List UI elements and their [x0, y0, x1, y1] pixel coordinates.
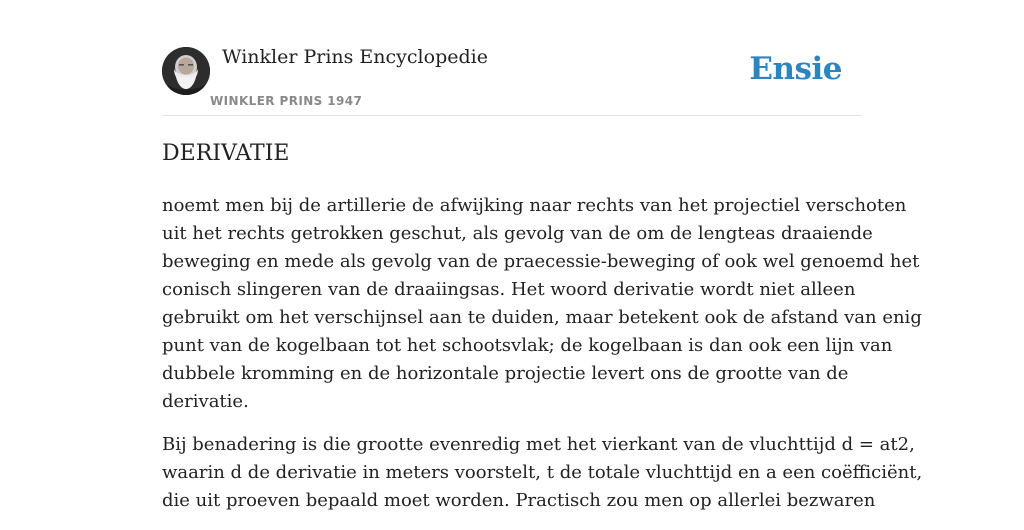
header-divider [162, 115, 862, 116]
text-line: Bij benadering is die grootte evenredig met het vierkant van de vluchttijd d = at2, [162, 434, 915, 455]
article-headword: DERIVATIE [162, 141, 290, 166]
ensie-logo[interactable]: Ensie [749, 51, 842, 87]
paragraph [162, 431, 923, 515]
text-line: noemt men bij de artillerie de afwijking naar rechts van het projectiel verschoten [162, 195, 907, 216]
publication-title[interactable]: Winkler Prins Encyclopedie [222, 46, 488, 68]
text-line: die uit proeven bepaald moet worden. Practisch zou men op allerlei bezwaren [162, 490, 876, 511]
publication-avatar[interactable] [162, 47, 210, 95]
text-line: uit het rechts getrokken geschut, als gevolg van de om de lengteas draaiende [162, 223, 873, 244]
text-line: conisch slingeren van de draaiingsas. Het woord derivatie wordt niet alleen [162, 279, 856, 300]
text-line: derivatie. [162, 391, 249, 412]
text-line: gebruikt om het verschijnsel aan te duiden, maar betekent ook de afstand van enig [162, 307, 922, 328]
paragraph [162, 192, 922, 416]
article-body [162, 192, 923, 530]
text-line: beweging en mede als gevolg van de praecessie-beweging of ook wel genoemd het [162, 251, 920, 272]
text-line: dubbele kromming en de horizontale projectie levert ons de grootte van de [162, 363, 849, 384]
text-line: waarin d de derivatie in meters voorstelt, t de totale vluchttijd en a een coëfficiënt, [162, 462, 923, 483]
text-line: punt van de kogelbaan tot het schootsvlak; de kogelbaan is dan ook een lijn van [162, 335, 893, 356]
edition-label[interactable]: WINKLER PRINS 1947 [210, 94, 363, 108]
bearded-man-portrait-icon [162, 47, 210, 95]
